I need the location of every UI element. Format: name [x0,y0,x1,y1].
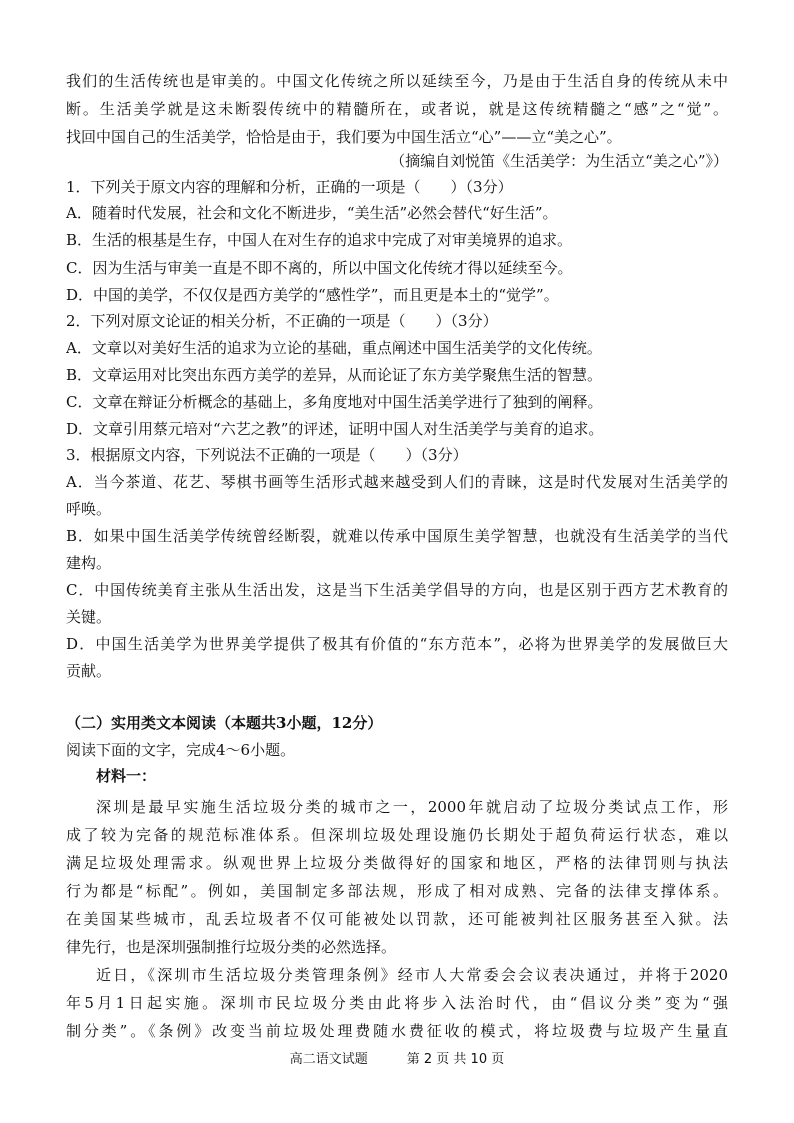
question-3-option-c-cont: 关键。 [66,608,112,626]
paragraph-line: 律先行，也是深圳强制推行垃圾分类的必然选择。 [66,938,397,956]
passage-line: 我们的生活传统也是审美的。中国文化传统之所以延续至今，乃是由于生活自身的传统从未中 [66,72,728,90]
question-1-option-a: A．随着时代发展，社会和文化不断进步，“美生活”必然会替代“好生活”。 [66,204,558,222]
paragraph-line: 制分类”。《条例》改变当前垃圾处理费随水费征收的模式，将垃圾费与垃圾产生量直 [66,1022,728,1040]
paragraph-line: 成了较为完备的规范标准体系。但深圳垃圾处理设施仍长期处于超负荷运行状态，难以 [66,826,728,844]
question-3-option-c: C．中国传统美育主张从生活出发，这是当下生活美学倡导的方向，也是区别于西方艺术教育的 [66,581,728,599]
material-label: 材料一： [96,767,157,785]
paragraph-line: 行为都是“标配”。例如，美国制定多部法规，形成了相对成熟、完备的法律支撑体系。 [66,882,728,900]
question-1-stem: 1．下列关于原文内容的理解和分析，正确的一项是（ ）（3分） [66,178,513,196]
question-1-option-d: D．中国的美学，不仅仅是西方美学的“感性学”，而且更是本土的“觉学”。 [66,286,559,304]
question-2-option-d: D．文章引用蔡元培对“六艺之教”的评述，证明中国人对生活美学与美育的追求。 [66,420,604,438]
question-3-option-d: D．中国生活美学为世界美学提供了极其有价值的“东方范本”，必将为世界美学的发展做巨大 [66,635,728,653]
question-2-option-c: C．文章在辩证分析概念的基础上，多角度地对中国生活美学进行了独到的阐释。 [66,393,603,411]
paragraph-line: 满足垃圾处理需求。纵观世界上垃圾分类做得好的国家和地区，严格的法律罚则与执法 [66,854,728,872]
question-3-option-a-cont: 呼唤。 [66,500,112,518]
question-2-option-b: B．文章运用对比突出东西方美学的差异，从而论证了东方美学聚焦生活的智慧。 [66,366,603,384]
passage-line: 断。生活美学就是这未断裂传统中的精髓所在，或者说，就是这传统精髓之“感”之“觉”。 [66,100,728,118]
question-3-option-b-cont: 建构。 [66,554,112,572]
question-3-option-b: B．如果中国生活美学传统曾经断裂，就难以传承中国原生美学智慧，也就没有生活美学的当代 [66,527,728,545]
paragraph-line: 年5月1日起实施。深圳市民垃圾分类由此将步入法治时代，由“倡议分类”变为“强 [66,994,728,1012]
page-footer: 高二语文试题 第 2 页 共 10 页 [289,1052,505,1067]
section-heading: （二）实用类文本阅读（本题共3小题，12分） [66,714,383,732]
paragraph-line: 深圳是最早实施生活垃圾分类的城市之一，2000年就启动了垃圾分类试点工作，形 [96,798,728,816]
question-3-option-d-cont: 贡献。 [66,662,112,680]
question-1-option-c: C．因为生活与审美一直是不即不离的，所以中国文化传统才得以延续至今。 [66,259,573,277]
question-1-option-b: B．生活的根基是生存，中国人在对生存的追求中完成了对审美境界的追求。 [66,231,573,249]
question-2-option-a: A．文章以对美好生活的追求为立论的基础，重点阐述中国生活美学的文化传统。 [66,339,602,357]
question-3-option-a: A．当今茶道、花艺、琴棋书画等生活形式越来越受到人们的青睐，这是时代发展对生活美学的 [66,473,728,491]
question-3-stem: 3．根据原文内容，下列说法不正确的一项是（ ）（3分） [66,446,468,464]
paragraph-line: 在美国某些城市，乱丢垃圾者不仅可能被处以罚款，还可能被判社区服务甚至入狱。法 [66,910,728,928]
question-2-stem: 2．下列对原文论证的相关分析，不正确的一项是（ ）（3分） [66,312,498,330]
section-instruction: 阅读下面的文字，完成4～6小题。 [66,741,296,759]
paragraph-line: 近日，《深圳市生活垃圾分类管理条例》经市人大常委会会议表决通过，并将于2020 [96,966,728,984]
source-citation: （摘编自刘悦笛《生活美学：为生活立“美之心”》） [390,152,728,170]
passage-line: 找回中国自己的生活美学，恰恰是由于，我们要为中国生活立“心”——立“美之心”。 [66,128,622,146]
